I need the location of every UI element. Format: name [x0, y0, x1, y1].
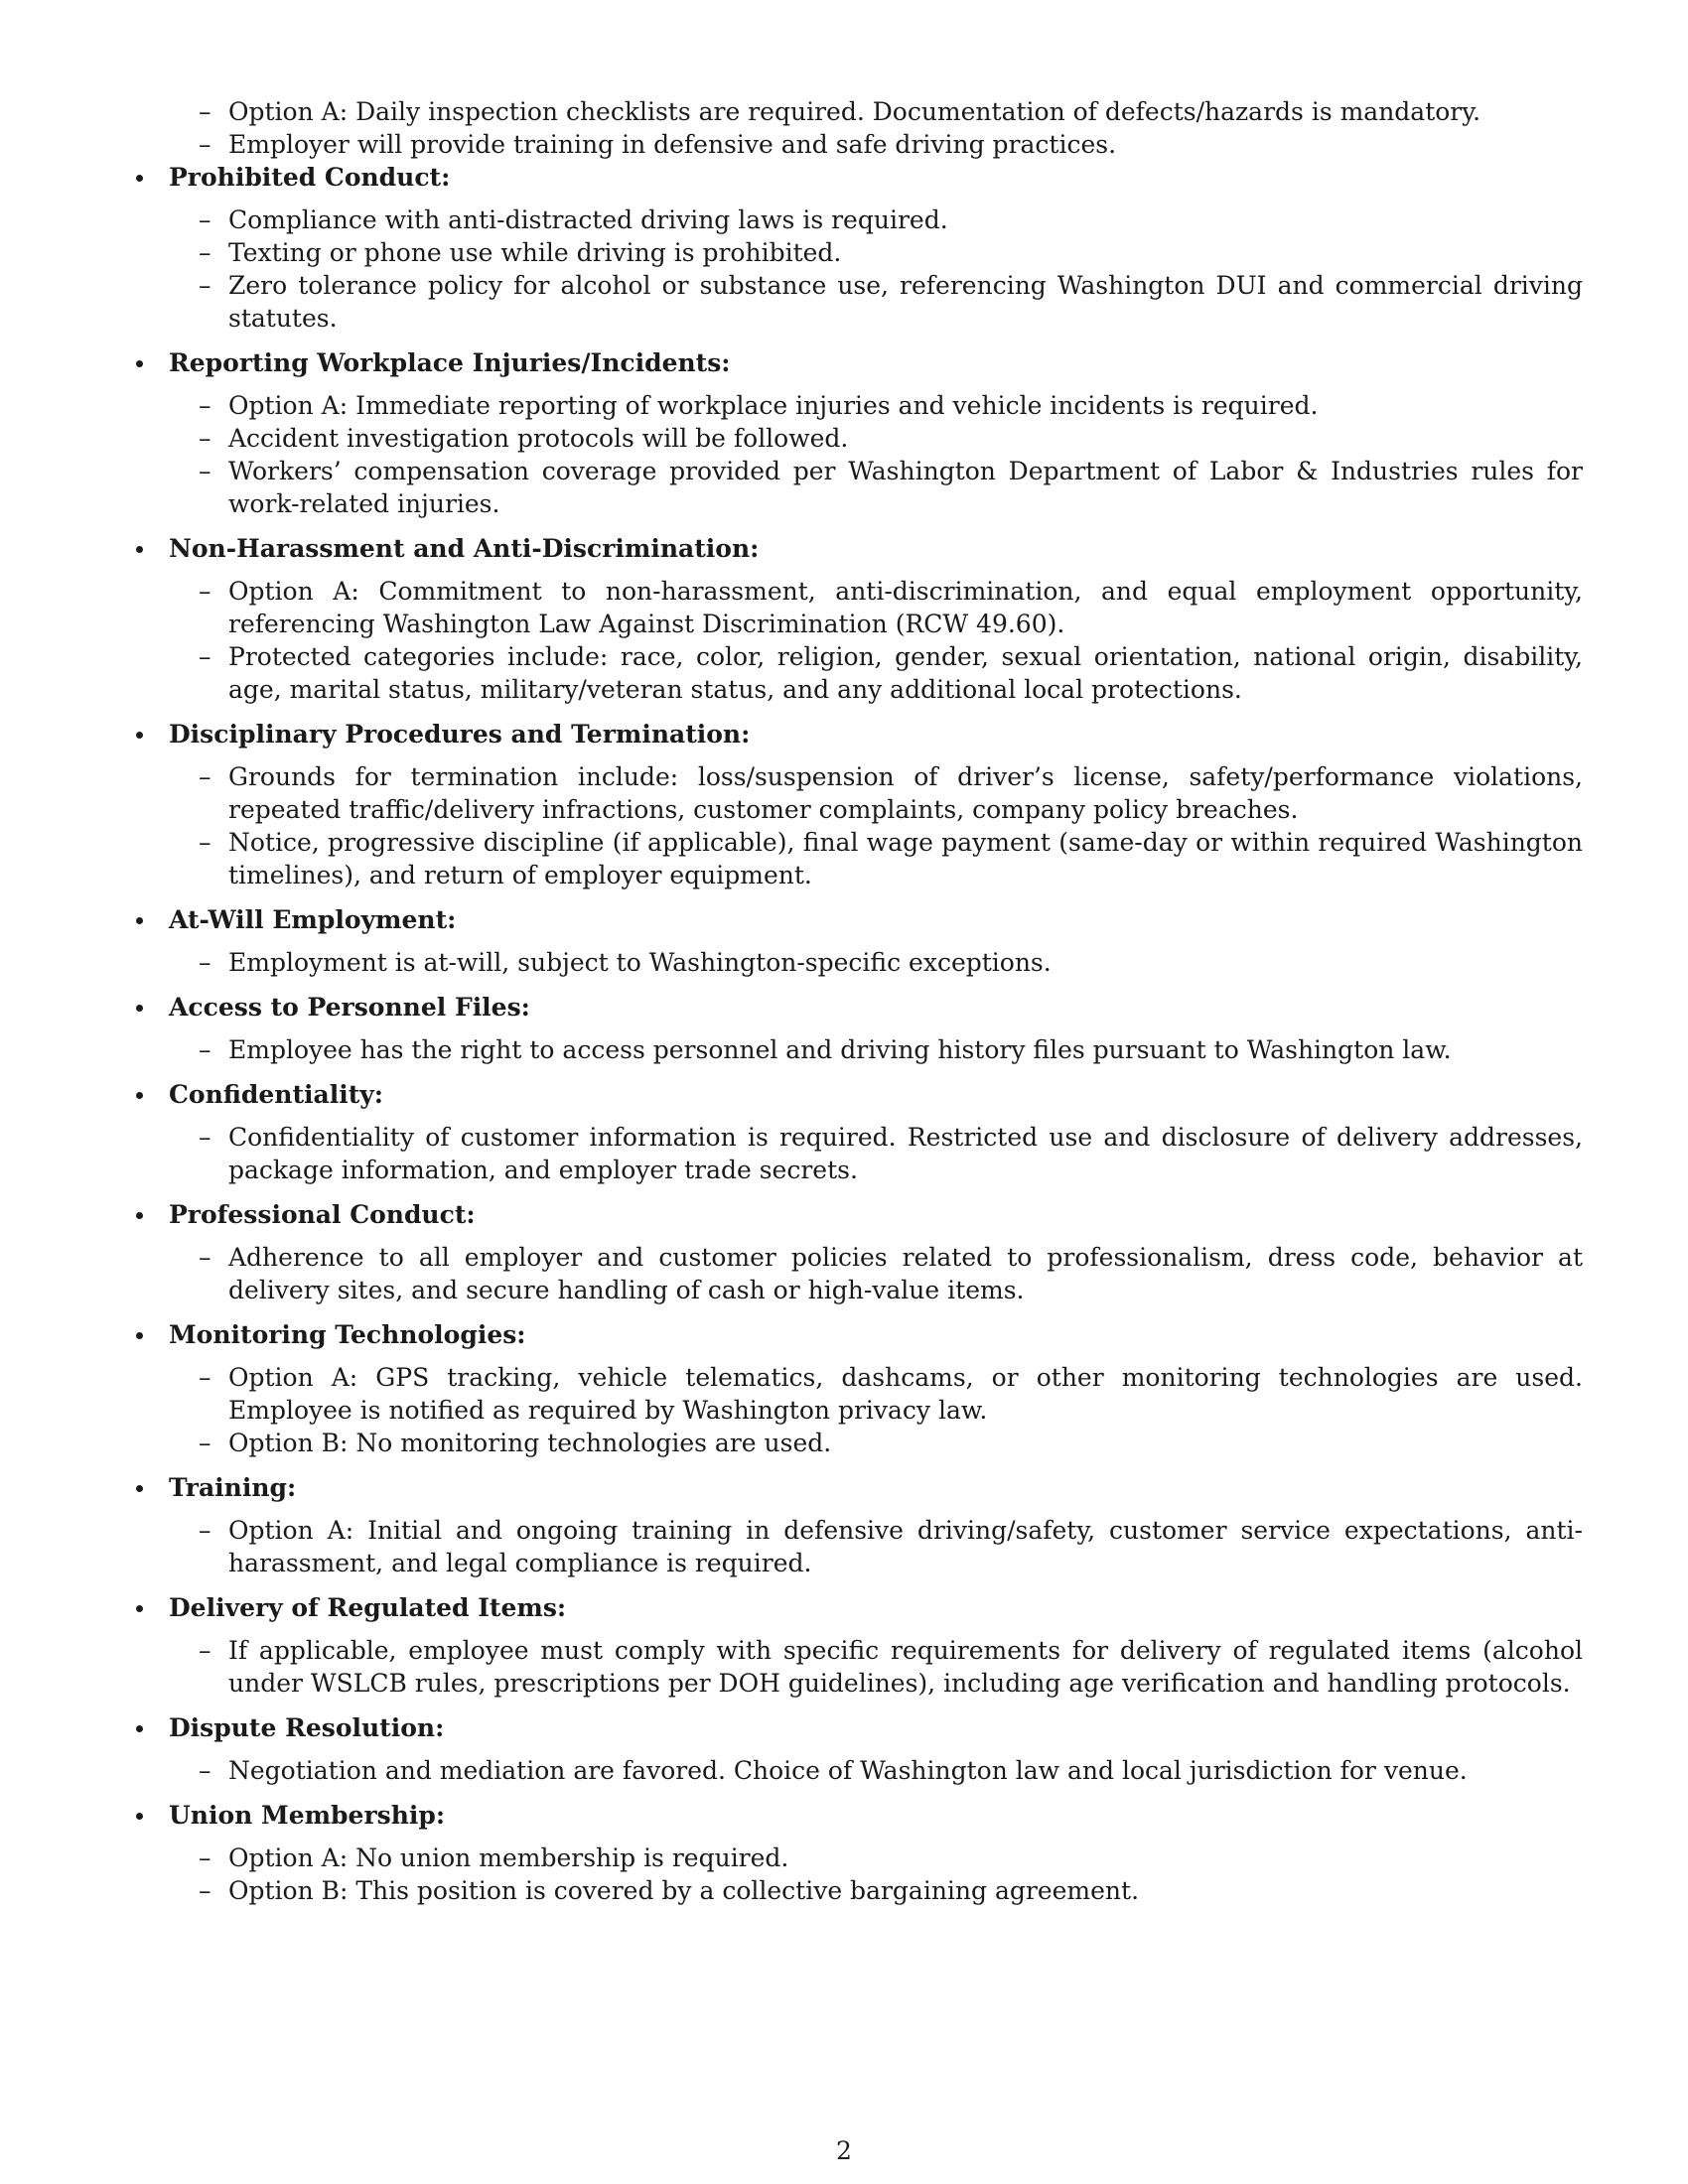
document-body [129, 95, 1589, 1919]
section [129, 346, 1589, 520]
bullet-icon [136, 1005, 143, 1012]
continued-sublist [129, 95, 1589, 161]
sublist [129, 760, 1589, 891]
list-item-text: Compliance with anti-distracted driving laws is required. [228, 205, 948, 234]
section-title: Training: [169, 1473, 297, 1502]
list-item [129, 1842, 1589, 1874]
dash-marker: – [199, 271, 211, 300]
sublist [129, 1754, 1589, 1787]
section-title: Union Membership: [169, 1801, 446, 1830]
bullet-icon [136, 1725, 143, 1732]
section-heading [129, 1799, 1589, 1832]
list-item [129, 1514, 1589, 1579]
list-item [129, 236, 1589, 269]
list-item [129, 128, 1589, 161]
sublist [129, 204, 1589, 335]
list-item-text: Employer will provide training in defensive and safe driving practices. [228, 130, 1117, 159]
sublist [129, 1842, 1589, 1907]
dash-marker: – [199, 1429, 211, 1457]
list-item-text: Grounds for termination include: loss/suspension of driver’s license, safety/performance violations, repeated traffic/delivery infractions, customer complaints, company policy breaches. [228, 762, 1583, 824]
list-item-text: Option A: GPS tracking, vehicle telematics, dashcams, or other monitoring technologies are used. Employee is notified as required by Washington privacy law. [228, 1363, 1583, 1425]
section [129, 1591, 1589, 1700]
section-heading [129, 1318, 1589, 1351]
dash-marker: – [199, 424, 211, 453]
list-item [129, 455, 1589, 520]
list-item [129, 1121, 1589, 1186]
section-heading [129, 161, 1589, 194]
dash-marker: – [199, 205, 211, 234]
list-item-text: Adherence to all employer and customer policies related to professionalism, dress code, behavior at delivery sites, and secure handling of cash or high-value items. [228, 1243, 1583, 1304]
list-item-text: Employee has the right to access personnel and driving history files pursuant to Washington law. [228, 1035, 1452, 1064]
bullet-icon [136, 546, 143, 553]
list-item-text: Option A: Immediate reporting of workplace injuries and vehicle incidents is required. [228, 391, 1319, 420]
list-item-text: Notice, progressive discipline (if applicable), final wage payment (same-day or within required Washington timelines), and return of employer equipment. [228, 828, 1583, 889]
list-item-text: Option A: Daily inspection checklists are required. Documentation of defects/hazards is mandatory. [228, 97, 1481, 126]
dash-marker: – [199, 457, 211, 485]
list-item [129, 760, 1589, 826]
dash-marker: – [199, 1876, 211, 1905]
list-item-text: Option B: This position is covered by a collective bargaining agreement. [228, 1876, 1140, 1905]
list-item-text: Option A: No union membership is required. [228, 1843, 789, 1872]
section [129, 718, 1589, 891]
section-title: Prohibited Conduct: [169, 163, 451, 192]
section [129, 903, 1589, 979]
list-item-text: Option A: Commitment to non-harassment, anti-discrimination, and equal employment opportunity, referencing Washington Law Against Discrimination (RCW 49.60). [228, 577, 1583, 638]
list-item-text: Texting or phone use while driving is prohibited. [228, 238, 842, 267]
sublist [129, 1241, 1589, 1306]
dash-marker: – [199, 238, 211, 267]
dash-marker: – [199, 1243, 211, 1272]
section-title: Disciplinary Procedures and Termination: [169, 720, 751, 749]
dash-marker: – [199, 130, 211, 159]
section-list [129, 161, 1589, 1907]
dash-marker: – [199, 1123, 211, 1152]
list-item [129, 204, 1589, 236]
section-title: Delivery of Regulated Items: [169, 1593, 567, 1622]
section [129, 1198, 1589, 1306]
bullet-icon [136, 1332, 143, 1339]
dash-marker: – [199, 828, 211, 857]
sublist [129, 575, 1589, 706]
list-item [129, 946, 1589, 979]
dash-marker: – [199, 1035, 211, 1064]
section-title: Reporting Workplace Injuries/Incidents: [169, 348, 731, 377]
list-item [129, 269, 1589, 335]
dash-marker: – [199, 1516, 211, 1545]
list-item-text: Confidentiality of customer information is required. Restricted use and disclosure of delivery addresses, package information, and employer trade secrets. [228, 1123, 1583, 1184]
sublist [129, 946, 1589, 979]
dash-marker: – [199, 577, 211, 606]
section-heading [129, 1198, 1589, 1231]
list-item [129, 389, 1589, 422]
list-item [129, 1634, 1589, 1700]
list-item [129, 1754, 1589, 1787]
dash-marker: – [199, 1843, 211, 1872]
bullet-icon [136, 175, 143, 182]
list-item [129, 640, 1589, 706]
dash-marker: – [199, 97, 211, 126]
bullet-icon [136, 1485, 143, 1492]
dash-marker: – [199, 391, 211, 420]
list-item [129, 1033, 1589, 1066]
dash-marker: – [199, 1363, 211, 1392]
list-item-text: Protected categories include: race, color, religion, gender, sexual orientation, national origin, disability, age, marital status, military/veteran status, and any additional local protections. [228, 642, 1583, 704]
section-title: Dispute Resolution: [169, 1713, 445, 1742]
page-number: 2 [836, 2136, 852, 2165]
list-item [129, 1427, 1589, 1459]
section-heading [129, 1471, 1589, 1504]
sublist [129, 1121, 1589, 1186]
section-title: Confidentiality: [169, 1080, 384, 1109]
sublist [129, 1634, 1589, 1700]
section-heading [129, 1078, 1589, 1111]
sublist [129, 1033, 1589, 1066]
section-heading [129, 346, 1589, 379]
section [129, 1799, 1589, 1907]
section-heading [129, 903, 1589, 936]
section-heading [129, 1591, 1589, 1624]
list-item-text: Negotiation and mediation are favored. Choice of Washington law and local jurisdiction for venue. [228, 1756, 1468, 1785]
section-title: Non-Harassment and Anti-Discrimination: [169, 534, 760, 563]
list-item-text: Option A: Initial and ongoing training in defensive driving/safety, customer service expectations, anti-harassment, and legal compliance is required. [228, 1516, 1583, 1577]
section [129, 1711, 1589, 1787]
section [129, 991, 1589, 1066]
list-item [129, 1241, 1589, 1306]
list-item-text: Accident investigation protocols will be followed. [228, 424, 849, 453]
list-item-text: Employment is at-will, subject to Washington-specific exceptions. [228, 948, 1052, 977]
section-heading [129, 532, 1589, 565]
bullet-icon [136, 1813, 143, 1820]
section [129, 1471, 1589, 1579]
dash-marker: – [199, 1636, 211, 1665]
list-item [129, 95, 1589, 128]
section [129, 1318, 1589, 1459]
list-item-text: Option B: No monitoring technologies are used. [228, 1429, 832, 1457]
section-heading [129, 718, 1589, 751]
list-item [129, 826, 1589, 891]
dash-marker: – [199, 948, 211, 977]
dash-marker: – [199, 762, 211, 791]
bullet-icon [136, 360, 143, 367]
section-heading [129, 991, 1589, 1024]
section-title: At-Will Employment: [169, 905, 457, 934]
bullet-icon [136, 732, 143, 739]
bullet-icon [136, 1092, 143, 1099]
bullet-icon [136, 917, 143, 924]
bullet-icon [136, 1212, 143, 1219]
list-item-text: Workers’ compensation coverage provided per Washington Department of Labor & Industries rules for work-related injuries. [228, 457, 1583, 518]
bullet-icon [136, 1605, 143, 1612]
list-item-text: If applicable, employee must comply with specific requirements for delivery of regulated items (alcohol under WSLCB rules, prescriptions per DOH guidelines), including age verification and handling protocols. [228, 1636, 1583, 1698]
list-item [129, 422, 1589, 455]
list-item [129, 1361, 1589, 1427]
dash-marker: – [199, 1756, 211, 1785]
list-item-text: Zero tolerance policy for alcohol or substance use, referencing Washington DUI and commercial driving statutes. [228, 271, 1583, 333]
sublist [129, 389, 1589, 520]
section [129, 532, 1589, 706]
section [129, 161, 1589, 335]
sublist [129, 1361, 1589, 1459]
list-item [129, 1874, 1589, 1907]
section [129, 1078, 1589, 1186]
list-item [129, 575, 1589, 640]
section-title: Professional Conduct: [169, 1200, 476, 1229]
section-title: Access to Personnel Files: [169, 993, 530, 1022]
sublist [129, 1514, 1589, 1579]
section-heading [129, 1711, 1589, 1744]
section-title: Monitoring Technologies: [169, 1320, 526, 1349]
dash-marker: – [199, 642, 211, 671]
